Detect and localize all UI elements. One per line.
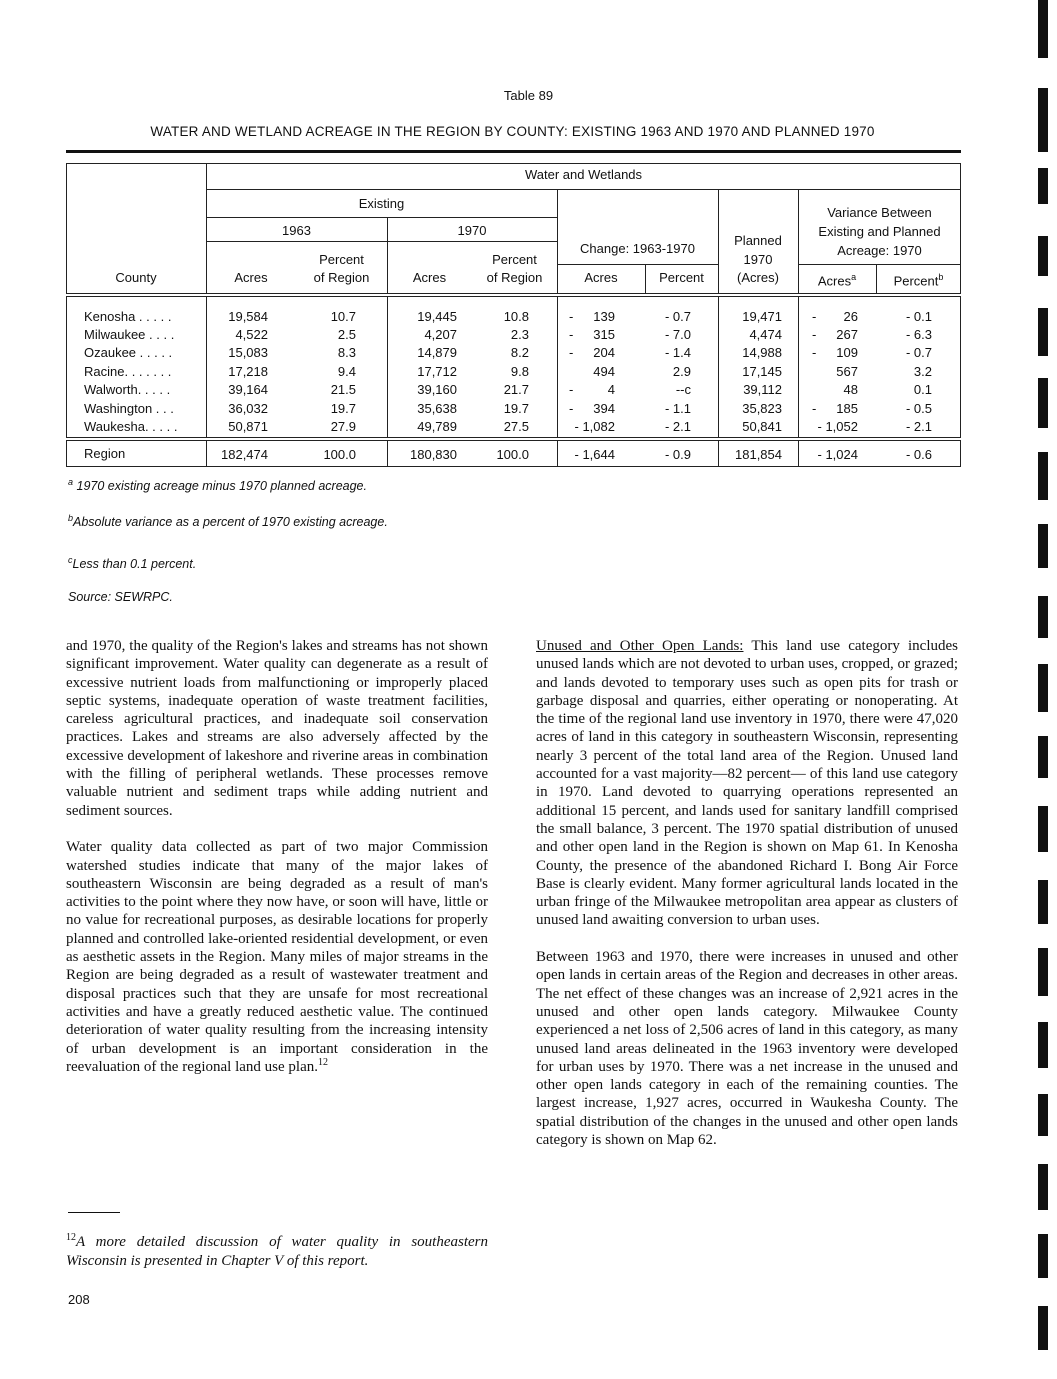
row-pl: 19,471 bbox=[742, 309, 782, 324]
header-1970: 1970 bbox=[457, 223, 487, 238]
header-county: County bbox=[115, 270, 157, 285]
row-a63: 19,584 bbox=[228, 309, 268, 324]
row-pl: 50,841 bbox=[742, 419, 782, 434]
total-p63: 100.0 bbox=[323, 447, 356, 462]
footnote-b: $^b$Absolute variance as a percent of 1970 existing acreage. bbox=[68, 513, 388, 530]
row-change: 139 bbox=[593, 309, 615, 324]
row-a70: 17,712 bbox=[417, 364, 457, 379]
row-p70: 19.7 bbox=[503, 401, 529, 416]
row-change: - 1,082 bbox=[574, 419, 615, 434]
row-pl: 35,823 bbox=[742, 401, 782, 416]
row-vp: - 6.3 bbox=[905, 327, 932, 342]
table-number: Table 89 bbox=[503, 88, 554, 103]
total-a63: 182,474 bbox=[221, 447, 268, 462]
right-column bbox=[536, 637, 958, 1168]
left-paragraph-2: Water quality data collected as part of two major Commission watershed studies indicate that many of the major lakes of southeastern Wisconsin are being degraded as a result of man's activities to the point where they now have, or soon will have, little or no value for recreational purposes, as desirable locations for properly planned and controlled lake-oriented residential development, or even as aesthetic assets in the Region. Many miles of major streams in the Region are being degraded as a result of wastewater treatment and disposal practices such that they are unsafe for most recreational activities and have a greatly reduced aesthetic value. The continued deterioration of water quality resulting from the increasing intensity of urban development is an important consideration in the reevaluation of the regional land use plan.$^{12}$ bbox=[66, 839, 488, 1075]
row-variance-sign: - bbox=[812, 401, 817, 416]
row-p70: 27.5 bbox=[503, 419, 529, 434]
row-variance: 26 bbox=[843, 309, 858, 324]
row-change-sign: - bbox=[569, 382, 574, 397]
row-change: 394 bbox=[593, 401, 615, 416]
header-of-region-1963: of Region bbox=[313, 270, 370, 285]
title-rule bbox=[66, 150, 961, 153]
header-change-acres: Acres bbox=[584, 270, 618, 285]
header-existing: Existing bbox=[358, 196, 405, 211]
row-p70: 21.7 bbox=[503, 382, 529, 397]
row-county: Ozaukee . . . . . bbox=[84, 345, 173, 360]
header-planned: Planned bbox=[734, 233, 782, 248]
header-change: Change: 1963-1970 bbox=[580, 241, 695, 256]
row-vp: - 0.5 bbox=[905, 401, 932, 416]
row-pl: 14,988 bbox=[742, 345, 782, 360]
header-variance-2: Existing and Planned bbox=[818, 224, 941, 239]
total-change: - 1,644 bbox=[574, 447, 615, 462]
row-p70: 8.2 bbox=[510, 345, 529, 360]
row-chp: --c bbox=[675, 382, 691, 397]
row-county: Walworth. . . . . bbox=[84, 382, 171, 397]
row-p63: 8.3 bbox=[337, 345, 356, 360]
header-variance-percent: Percent$^b$ bbox=[893, 272, 944, 289]
footnote-rule bbox=[68, 1212, 120, 1213]
row-variance: 185 bbox=[836, 401, 858, 416]
footnote-c: $^c$Less than 0.1 percent. bbox=[68, 555, 197, 572]
row-a70: 14,879 bbox=[417, 345, 457, 360]
footnote-a: $^a$ 1970 existing acreage minus 1970 planned acreage. bbox=[68, 477, 367, 494]
row-variance-sign: - bbox=[812, 345, 817, 360]
row-variance: 267 bbox=[836, 327, 858, 342]
row-change: 494 bbox=[593, 364, 615, 379]
header-variance-3: Acreage: 1970 bbox=[837, 243, 922, 258]
footnote-12: $^{12}$A more detailed discussion of water quality in southeastern Wisconsin is presented in Chapter V of this report. bbox=[66, 1232, 488, 1269]
row-p63: 9.4 bbox=[337, 364, 356, 379]
table-title: WATER AND WETLAND ACREAGE IN THE REGION BY COUNTY: EXISTING 1963 AND 1970 AND PLANNED 1970 bbox=[150, 124, 875, 139]
row-p70: 10.8 bbox=[503, 309, 529, 324]
total-change-percent: - 0.9 bbox=[664, 447, 691, 462]
row-variance: 567 bbox=[836, 364, 858, 379]
row-chp: - 7.0 bbox=[664, 327, 691, 342]
header-1963: 1963 bbox=[282, 223, 311, 238]
footnote-ref-12: 12 bbox=[318, 1056, 328, 1068]
row-county: Racine. . . . . . . bbox=[84, 364, 172, 379]
header-planned-acres: (Acres) bbox=[737, 270, 779, 285]
row-vp: - 0.7 bbox=[905, 345, 932, 360]
row-chp: - 1.1 bbox=[664, 401, 691, 416]
row-p63: 10.7 bbox=[330, 309, 356, 324]
header-percent-1963: Percent bbox=[319, 252, 364, 267]
row-a63: 4,522 bbox=[235, 327, 268, 342]
row-change: 315 bbox=[593, 327, 615, 342]
header-variance-acres: Acres$^a$ bbox=[817, 272, 857, 289]
row-chp: - 1.4 bbox=[664, 345, 691, 360]
header-of-region-1970: of Region bbox=[486, 270, 543, 285]
row-variance: 48 bbox=[843, 382, 858, 397]
row-vp: 0.1 bbox=[913, 382, 932, 397]
row-pl: 39,112 bbox=[743, 382, 782, 397]
left-column bbox=[66, 637, 488, 1094]
row-change-sign: - bbox=[569, 327, 574, 342]
section-heading: Unused and Other Open Lands: bbox=[536, 638, 744, 654]
row-a63: 39,164 bbox=[228, 382, 268, 397]
row-p63: 27.9 bbox=[330, 419, 356, 434]
row-pl: 4,474 bbox=[749, 327, 782, 342]
row-p70: 2.3 bbox=[510, 327, 529, 342]
row-p70: 9.8 bbox=[510, 364, 529, 379]
total-planned: 181,854 bbox=[735, 447, 782, 462]
row-a70: 39,160 bbox=[417, 382, 457, 397]
total-p70: 100.0 bbox=[496, 447, 529, 462]
row-variance-sign: - bbox=[812, 309, 817, 324]
row-change: 4 bbox=[607, 382, 615, 397]
row-p63: 2.5 bbox=[337, 327, 356, 342]
row-change-sign: - bbox=[569, 309, 574, 324]
header-percent-1970: Percent bbox=[492, 252, 537, 267]
row-change-sign: - bbox=[569, 401, 574, 416]
row-p63: 19.7 bbox=[330, 401, 356, 416]
row-vp: - 2.1 bbox=[905, 419, 932, 434]
row-county: Milwaukee . . . . bbox=[84, 327, 175, 342]
header-planned-year: 1970 bbox=[743, 252, 773, 267]
row-county: Waukesha. . . . . bbox=[84, 419, 178, 434]
row-county: Washington . . . bbox=[84, 401, 174, 416]
row-chp: 2.9 bbox=[672, 364, 691, 379]
header-acres-1970: Acres bbox=[412, 270, 447, 285]
row-pl: 17,145 bbox=[742, 364, 782, 379]
left-paragraph-1: and 1970, the quality of the Region's lakes and streams has not shown significant improvement. Water quality can degenerate as a result of excessive nutrient loads from malfunctioning or improperly placed septic systems, inadequate operation of waste treatment facilities, careless agricultural practices, and inadequate soil conservation practices. Lakes and streams are also adversely affected by the excessive development of lakeshore and riverine areas in combination with the filling of peripheral wetlands. These processes remove valuable nutrient and sediment traps while adding nutrient and sediment sources. bbox=[66, 638, 488, 819]
row-a63: 15,083 bbox=[228, 345, 268, 360]
header-water-wetlands: Water and Wetlands bbox=[524, 167, 643, 182]
total-a70: 180,830 bbox=[410, 447, 457, 462]
right-paragraph-2: Between 1963 and 1970, there were increases in unused and other open lands in certain areas of the Region and decreases in other areas. The net effect of these changes was an increase of 2,921 acres in the unused and other open lands category. Milwaukee County experienced a net loss of 2,506 acres of land in this category, as many unused land areas delineated in the 1963 inventory were developed for urban uses by 1970. There was a net increase in the unused and other open lands category in each of the remaining counties. The largest increase, 1,927 acres, occurred in Waukesha County. The spatial distribution of the changes in the unused and other open lands category is shown on Map 62. bbox=[536, 949, 958, 1149]
right-paragraph-1: Unused and Other Open Lands: This land use category includes unused lands which are not devoted to urban uses, cropped, or grazed; and lands devoted to temporary uses such as open pits for trash or garbage disposal and quarries, either operating or nonoperating. At the time of the regional land use inventory in 1970, there were 47,020 acres of land in this category in southeastern Wisconsin, representing nearly 3 percent of the total land area of the Region. Unused land accounted for a vast majority—82 percent— of this land use category in 1970. Land devoted to quarrying operations represented an additional 15 percent, and lands used for sanitary landfill comprised the small balance, 3 percent. The 1970 spatial distribution of unused and other open land in the Region is shown on Map 61. In Kenosha County, the presence of the abandoned Richard I. Bong Air Force Base is clearly evident. Many former agricultural lands located in the urban fringe of the Milwaukee metropolitan area appear as clusters of unused land awaiting conversion to urban uses. bbox=[536, 638, 958, 929]
row-a70: 19,445 bbox=[417, 309, 457, 324]
table-source: Source: SEWRPC. bbox=[68, 590, 173, 604]
row-county: Kenosha . . . . . bbox=[84, 309, 172, 324]
total-variance: - 1,024 bbox=[817, 447, 858, 462]
row-vp: 3.2 bbox=[913, 364, 932, 379]
row-vp: - 0.1 bbox=[905, 309, 932, 324]
total-county: Region bbox=[84, 446, 126, 461]
row-chp: - 0.7 bbox=[664, 309, 691, 324]
row-a63: 36,032 bbox=[228, 401, 268, 416]
row-a63: 50,871 bbox=[228, 419, 268, 434]
row-a70: 35,638 bbox=[417, 401, 457, 416]
row-a70: 4,207 bbox=[424, 327, 457, 342]
row-change-sign: - bbox=[569, 345, 574, 360]
row-chp: - 2.1 bbox=[664, 419, 691, 434]
row-a70: 49,789 bbox=[417, 419, 457, 434]
page-number: 208 bbox=[68, 1292, 90, 1307]
row-a63: 17,218 bbox=[228, 364, 268, 379]
row-variance-sign: - bbox=[812, 327, 817, 342]
header-acres-1963: Acres bbox=[234, 270, 268, 285]
header-change-percent: Percent bbox=[659, 270, 704, 285]
row-variance: 109 bbox=[836, 345, 858, 360]
row-p63: 21.5 bbox=[330, 382, 356, 397]
header-variance-1: Variance Between bbox=[827, 205, 932, 220]
total-variance-percent: - 0.6 bbox=[905, 447, 932, 462]
row-variance: - 1,052 bbox=[817, 419, 858, 434]
row-change: 204 bbox=[593, 345, 615, 360]
